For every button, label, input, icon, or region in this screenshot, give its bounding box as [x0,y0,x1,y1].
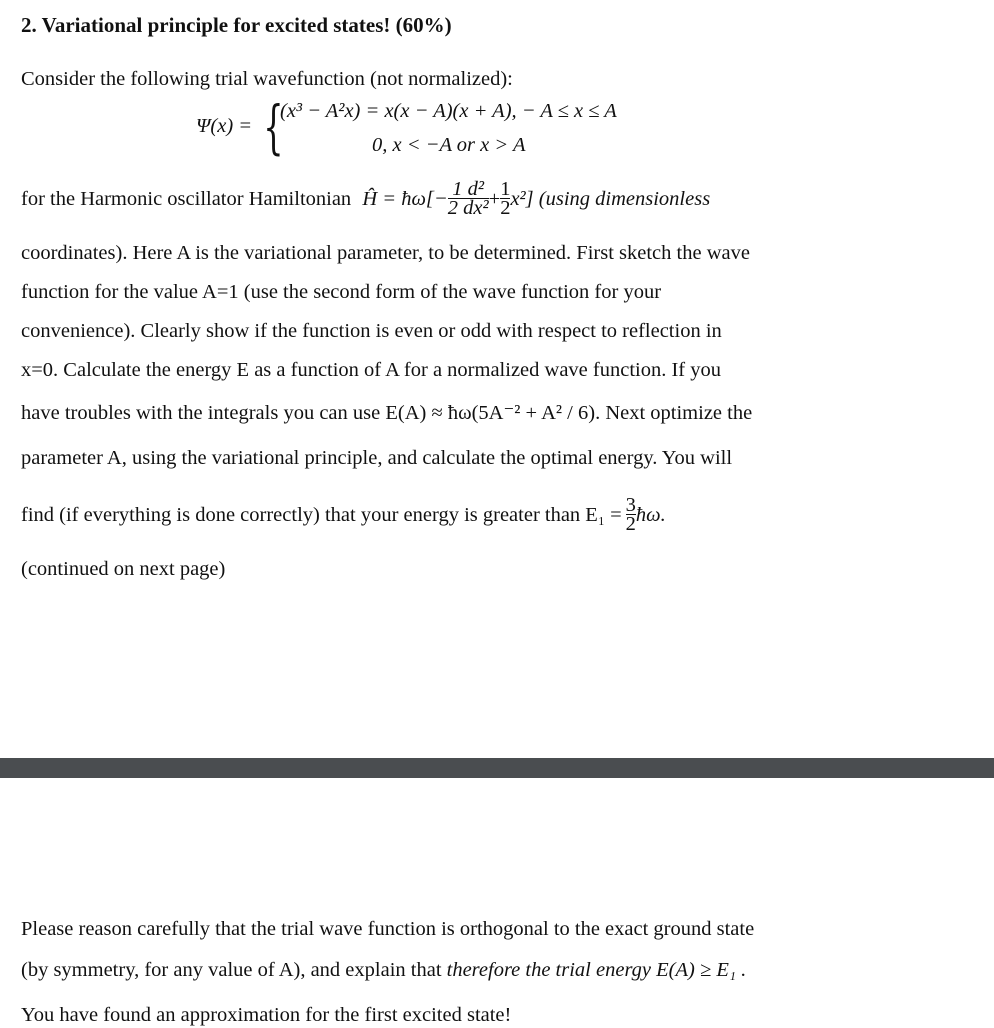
paragraph-line-3: convenience). Clearly show if the function is even or odd with respect to reflection in [21,320,722,342]
case-inside: (x³ − A²x) = x(x − A)(x + A), − A ≤ x ≤ A [280,100,617,122]
orthogonality-line-2 [21,957,746,983]
problem-title: 2. Variational principle for excited states! (60%) [21,13,452,37]
paragraph-line-6: parameter A, using the variational principle, and calculate the optimal energy. You will [21,447,733,469]
page-separator [0,758,994,778]
orthogonality-prefix: (by symmetry, for any value of A), and explain that [21,959,442,981]
paragraph-line-4: x=0. Calculate the energy E as a function of A for a normalized wave function. If you [21,359,721,381]
orthogonality-tail: the trial energy E(A) ≥ E₁ . [525,959,747,981]
fraction-half-num: 1 [500,178,511,200]
fraction-three-halves-den: 2 [625,513,636,535]
paragraph-line-5: have troubles with the integrals you can use E(A) ≈ ħω(5A⁻² + A² / 6). Next optimize the [21,402,753,424]
psi-lhs: Ψ(x) = [196,115,253,137]
hamiltonian-line [21,178,711,219]
plus-sign: + [488,188,501,211]
first-excited-state-line: You have found an approximation for the first excited state! [21,1004,512,1026]
page-2 [0,778,994,1024]
therefore-emphasis: therefore [446,959,521,981]
hamiltonian-h: Ĥ = ħω[− [362,188,448,211]
continued-note: (continued on next page) [21,558,226,580]
energy-bound-tail: ħω. [635,504,666,527]
fraction-kinetic-num: 1 d² [452,178,485,200]
fraction-half [500,180,510,217]
paragraph-line-1: coordinates). Here A is the variational parameter, to be determined. First sketch the wave [21,242,750,264]
left-brace-icon: { [263,93,284,161]
case-outside: 0, x < −A or x > A [372,134,526,156]
fraction-kinetic [448,180,489,217]
fraction-three-halves-num: 3 [625,494,636,516]
energy-bound-prefix: find (if everything is done correctly) that your energy is greater than E₁ = [21,504,622,527]
fraction-half-den: 2 [500,197,511,219]
paragraph-line-7 [21,494,666,535]
fraction-three-halves [626,496,636,533]
orthogonality-line-1: Please reason carefully that the trial wave function is orthogonal to the exact ground state [21,918,755,940]
fraction-kinetic-den: 2 dx² [447,197,489,219]
intro-text: Consider the following trial wavefunction (not normalized): [21,68,513,90]
hamiltonian-tail: x²] (using dimensionless [510,188,711,211]
paragraph-line-2: function for the value A=1 (use the second form of the wave function for your [21,281,662,303]
hamiltonian-prefix: for the Harmonic oscillator Hamiltonian [21,188,352,211]
